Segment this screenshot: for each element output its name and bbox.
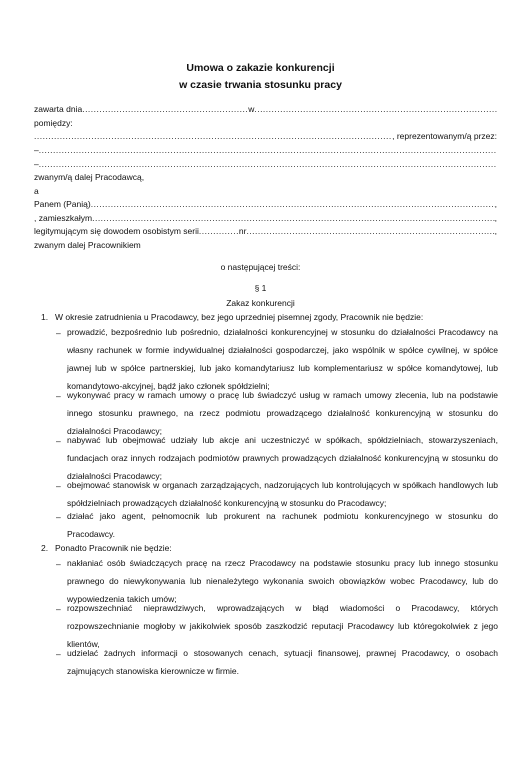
- dash-bullet: –: [56, 604, 61, 614]
- comma: ,: [494, 199, 497, 209]
- point-1-item-5: działać jako agent, pełnomocnik lub prokurent na rachunek podmiotu konkurencyjnego w stosunku do Pracodawcy.: [67, 511, 498, 539]
- dash-bullet: –: [56, 328, 61, 338]
- employee-alias-line: [34, 240, 497, 251]
- id-number-blank: [246, 226, 494, 237]
- point-1-item-4: obejmować stanowisk w organach zarządzających, nadzorujących lub kontrolujących w spółkach handlowych lub spółdzielniach prowadzących działalność konkurencyjną w stosunku do Pracodawcy;: [67, 480, 498, 508]
- represented-by-label: , reprezentowanym/ą przez:: [392, 131, 497, 141]
- residence-label: , zamieszkałym: [34, 213, 93, 223]
- employer-alias-label: zwanym/ą dalej Pracodawcą,: [34, 172, 145, 182]
- residence-line: [34, 213, 497, 224]
- between-line: [34, 118, 497, 129]
- comma: ,: [494, 213, 497, 223]
- id-number-label: nr: [238, 226, 247, 236]
- contract-place-label: w: [248, 104, 255, 114]
- point-2-item-2: rozpowszechniać nieprawdziwych, wprowadzających w błąd wiadomości o Pracodawcy, których rozpowszechnianie mogłoby w jakikolwiek sposób zaszkodzić reputacji Pracodawcy lub któregokolwiek z jego klientów,: [67, 603, 498, 649]
- contract-date-line: [34, 104, 497, 115]
- dash-bullet: –: [56, 649, 61, 659]
- dash-bullet: –: [34, 159, 39, 169]
- employer-name-line: [34, 131, 497, 142]
- comma: ,: [494, 226, 497, 236]
- representative-line-2: [34, 159, 497, 170]
- and-line: [34, 186, 497, 197]
- and-label: a: [34, 186, 39, 196]
- employee-name-line: [34, 199, 497, 210]
- section-number: § 1: [254, 283, 267, 293]
- point-1-number: 1.: [41, 312, 49, 322]
- dash-bullet: –: [56, 436, 61, 446]
- document-subtitle: w czasie trwania stosunku pracy: [179, 79, 342, 91]
- representative-blank-2: [39, 159, 497, 170]
- point-2-item-1: nakłaniać osób świadczących pracę na rzecz Pracodawcy na podstawie stosunku pracy lub innego stosunku prawnego do niewykonywania lub nienależytego wykonania swoich obowiązków wobec Pracodawcy, lub do wypowiedzenia takich umów;: [67, 558, 498, 604]
- contract-date-label: zawarta dnia: [34, 104, 83, 114]
- point-1-item-1: prowadzić, bezpośrednio lub pośrednio, działalności konkurencyjnej w stosunku do działalności Pracodawcy na własny rachunek w formie indywidualnej działalności gospodarczej, jako wspólnik w spółce cywilnej, w spółce jawnej lub w spółce partnerskiej, lub jako komandytariusz lub komplementariusz w spółce komandytowej, lub komandytowo-akcyjnej, bądź jako członek spółdzielni;: [67, 327, 498, 391]
- employer-name-blank: [34, 131, 392, 142]
- point-1-item-3: nabywać lub obejmować udziały lub akcje ani uczestniczyć w spółkach, spółdzielniach, stowarzyszeniach, fundacjach oraz innych rodzajach podmiotów prawnych prowadzących działalność konkurencyjną w stosunku do działalności Pracodawcy;: [67, 435, 498, 481]
- employee-alias-label: zwanym dalej Pracownikiem: [34, 240, 141, 250]
- document-title: Umowa o zakazie konkurencji: [186, 62, 335, 74]
- dash-bullet: –: [56, 559, 61, 569]
- representative-blank-1: [39, 145, 497, 156]
- point-2-item-3: udzielać żadnych informacji o stosowanych cenach, sytuacji finansowej, prawnej Pracodawcy, o osobach zajmujących stanowiska kierownicze w firmie.: [67, 648, 498, 676]
- id-document-line: [34, 226, 497, 237]
- contract-place-blank: [254, 104, 497, 115]
- dash-bullet: –: [56, 512, 61, 522]
- point-2-lead: Ponadto Pracownik nie będzie:: [55, 543, 172, 553]
- employee-name-label: Panem (Panią): [34, 199, 91, 209]
- point-1-lead: W okresie zatrudnienia u Pracodawcy, bez jego uprzedniej pisemnej zgody, Pracownik nie będzie:: [55, 312, 424, 322]
- contract-date-blank: [82, 104, 248, 115]
- representative-line-1: [34, 145, 497, 156]
- employee-name-blank: [91, 199, 495, 210]
- dash-bullet: –: [56, 481, 61, 491]
- id-series-blank: [199, 226, 239, 237]
- residence-blank: [92, 213, 495, 224]
- intro-text: o następującej treści:: [220, 262, 301, 272]
- point-1-item-2: wykonywać pracy w ramach umowy o pracę lub świadczyć usług w ramach umowy zlecenia, lub na podstawie innego stosunku prawnego, na rzecz podmiotu prowadzącego działalność konkurencyjną w stosunku do działalności Pracodawcy;: [67, 390, 498, 436]
- section-title: Zakaz konkurencji: [226, 298, 295, 308]
- employer-alias-line: [34, 172, 497, 183]
- id-series-label: legitymującym się dowodem osobistym serii: [34, 226, 199, 236]
- dash-bullet: –: [34, 145, 39, 155]
- between-label: pomiędzy:: [34, 118, 73, 128]
- dash-bullet: –: [56, 391, 61, 401]
- point-2-number: 2.: [41, 543, 49, 553]
